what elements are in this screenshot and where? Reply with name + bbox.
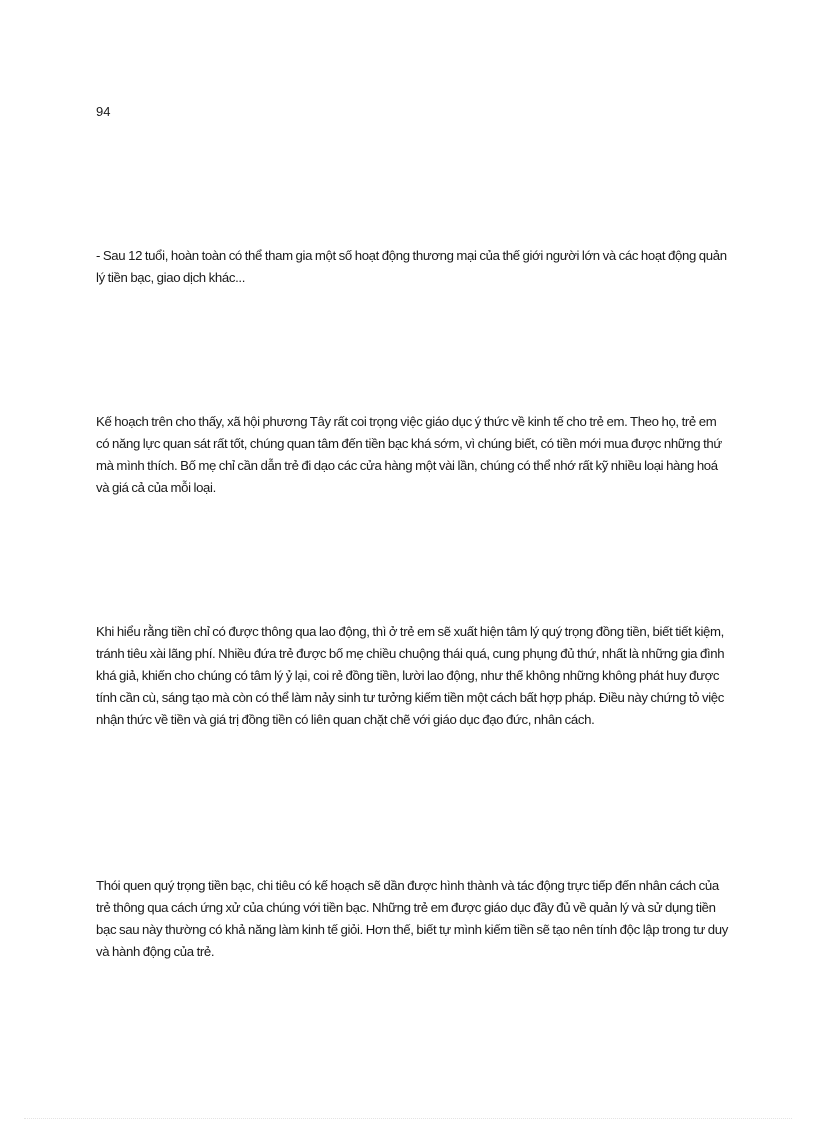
page-bottom-divider (24, 1118, 792, 1119)
page-number: 94 (96, 104, 111, 119)
paragraph-money-habits: Thói quen quý trọng tiền bạc, chi tiêu có kế hoạch sẽ dần được hình thành và tác động trực tiếp đến nhân cách của trẻ thông qua cách ứng xử của chúng với tiền bạc. Những trẻ em được giáo dục đầy đủ về quản lý và sử dụng tiền bạc sau này thường có khả năng làm kinh tế giỏi. Hơn thế, biết tự mình kiếm tiền sẽ tạo nên tính độc lập trong tư duy và hành động của trẻ. (96, 878, 729, 959)
paragraph-after-age-12: - Sau 12 tuổi, hoàn toàn có thể tham gia một số hoạt động thương mại của thế giới người lớn và các hoạt động quản lý tiền bạc, giao dịch khác... (96, 248, 727, 285)
paragraph-western-economic-education: Kế hoạch trên cho thấy, xã hội phương Tây rất coi trọng việc giáo dục ý thức về kinh tế cho trẻ em. Theo họ, trẻ em có năng lực quan sát rất tốt, chúng quan tâm đến tiền bạc khá sớm, vì chúng biết, có tiền mới mua được những thứ mà mình thích. Bố mẹ chỉ cần dẫn trẻ đi dạo các cửa hàng một vài lần, chúng có thể nhớ rất kỹ nhiều loại hàng hoá và giá cả của mỗi loại. (96, 414, 722, 495)
paragraph-value-of-money: Khi hiểu rằng tiền chỉ có được thông qua lao động, thì ở trẻ em sẽ xuất hiện tâm lý quý trọng đồng tiền, biết tiết kiệm, tránh tiêu xài lãng phí. Nhiều đứa trẻ được bố mẹ chiều chuộng thái quá, cung phụng đủ thứ, nhất là những gia đình khá giả, khiến cho chúng có tâm lý ỷ lại, coi rẻ đồng tiền, lười lao động, như thế không những không phát huy được tính cần cù, sáng tạo mà còn có thể làm nảy sinh tư tưởng kiếm tiền một cách bất hợp pháp. Điều này chứng tỏ việc nhận thức về tiền và giá trị đồng tiền có liên quan chặt chẽ với giáo dục đạo đức, nhân cách. (96, 624, 725, 727)
